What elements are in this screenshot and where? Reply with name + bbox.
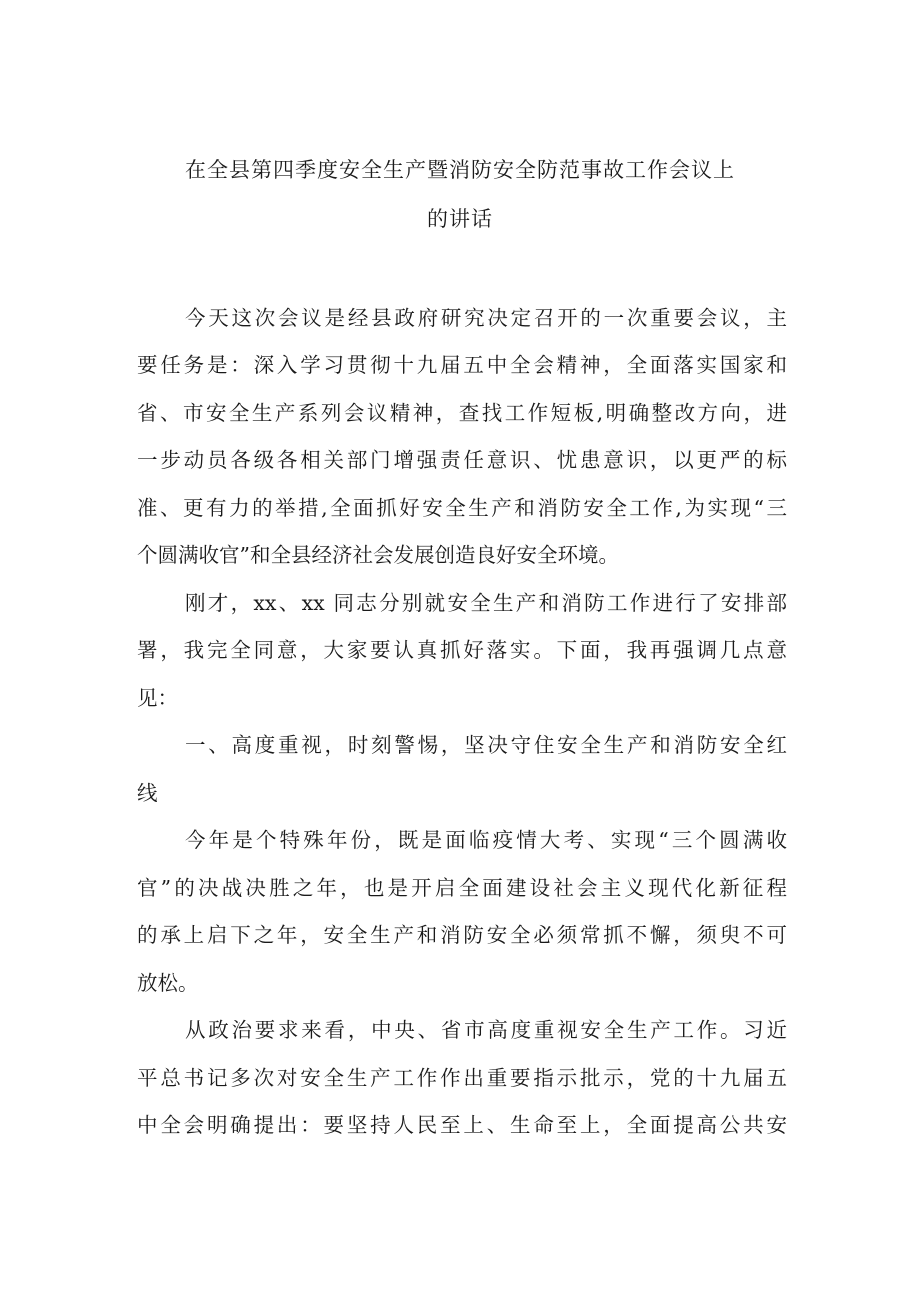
section-heading-line: 一、高度重视，时刻警惕，坚决守住安全生产和消防安全红 bbox=[185, 733, 787, 757]
paragraph-line: 刚才，xx、xx 同志分别就安全生产和消防工作进行了安排部 bbox=[185, 591, 787, 615]
paragraph-line: 准、更有力的举措,全面抓好安全生产和消防安全工作,为实现“三 bbox=[137, 496, 787, 520]
document-title-line-2: 的讲话 bbox=[427, 207, 493, 231]
paragraph-line: 省、市安全生产系列会议精神，查找工作短板,明确整改方向，进 bbox=[137, 401, 787, 425]
document-title-line-1: 在全县第四季度安全生产暨消防安全防范事故工作会议上 bbox=[185, 158, 735, 182]
paragraph-line: 官”的决战决胜之年，也是开启全面建设社会主义现代化新征程 bbox=[137, 876, 787, 900]
paragraph-line: 今天这次会议是经县政府研究决定召开的一次重要会议，主 bbox=[185, 306, 787, 330]
paragraph-line: 见： bbox=[137, 686, 178, 710]
paragraph-line: 要任务是：深入学习贯彻十九届五中全会精神，全面落实国家和 bbox=[137, 353, 787, 377]
paragraph-line: 放松。 bbox=[137, 971, 199, 995]
section-heading-line: 线 bbox=[137, 781, 158, 805]
paragraph-line: 平总书记多次对安全生产工作作出重要指示批示，党的十九届五 bbox=[137, 1066, 787, 1090]
paragraph-line: 一步动员各级各相关部门增强责任意识、忧患意识，以更严的标 bbox=[137, 448, 787, 472]
paragraph-line: 今年是个特殊年份，既是面临疫情大考、实现“三个圆满收 bbox=[185, 828, 787, 852]
paragraph-line: 署，我完全同意，大家要认真抓好落实。下面，我再强调几点意 bbox=[137, 638, 787, 662]
paragraph-line: 个圆满收官”和全县经济社会发展创造良好安全环境。 bbox=[137, 543, 619, 567]
paragraph-line: 中全会明确提出：要坚持人民至上、生命至上，全面提高公共安 bbox=[137, 1113, 787, 1137]
paragraph-line: 从政治要求来看，中央、省市高度重视安全生产工作。习近 bbox=[185, 1018, 787, 1042]
paragraph-line: 的承上启下之年，安全生产和消防安全必须常抓不懈，须臾不可 bbox=[137, 923, 787, 947]
